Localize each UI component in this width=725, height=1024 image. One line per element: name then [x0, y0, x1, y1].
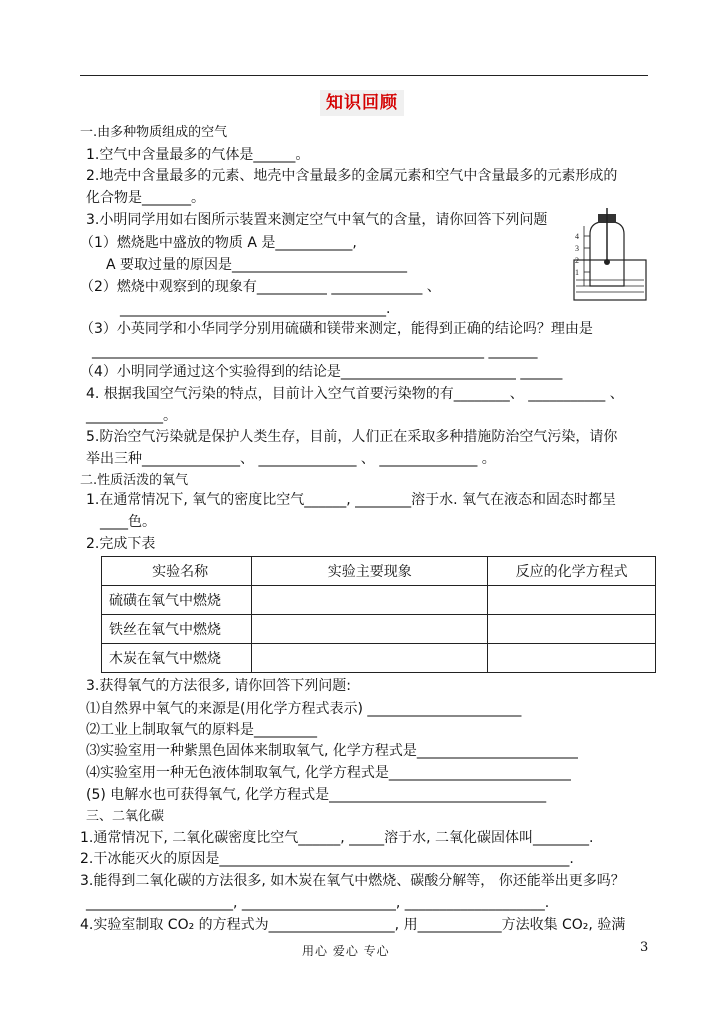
question-1-3-1: （1）燃烧匙中盛放的物质 A 是___________,: [80, 235, 357, 251]
figure-label: 1: [575, 268, 579, 277]
question-1-3-2-cont: ______________________________________.: [120, 301, 391, 317]
section-3-heading: 三、二氧化碳: [86, 809, 165, 824]
question-2-1: 1.在通常情况下, 氧气的密度比空气______, ________溶于水. 氧气在液态和固态时都呈: [86, 492, 617, 508]
figure-label: 2: [575, 256, 579, 265]
question-1-5: 5.防治空气污染就是保护人类生存，目前，人们正在采取多种措施防治空气污染，请你: [86, 429, 618, 445]
table-header-cell: 实验主要现象: [252, 557, 488, 586]
figure-label: 4: [575, 232, 579, 241]
question-1-3-2: （2）燃烧中观察到的现象有__________ _____________ 、: [80, 279, 441, 295]
table-cell-equation: [488, 615, 656, 644]
question-3-2: 2.干冰能灭火的原因是__________________________________________________.: [80, 851, 574, 867]
question-3-3-cont: _____________________, ______________________, ____________________.: [86, 895, 550, 911]
apparatus-figure: [572, 206, 648, 302]
section-2-heading: 二.性质活泼的氧气: [80, 473, 189, 488]
table-row: [102, 644, 656, 673]
question-2-3-1: ⑴自然界中氧气的来源是(用化学方程式表示) ______________________: [86, 701, 522, 717]
question-3-3: 3.能得到二氧化碳的方法很多, 如木炭在氧气中燃烧、碳酸分解等， 你还能举出更多吗？: [80, 873, 625, 889]
table-header-cell: 反应的化学方程式: [488, 557, 656, 586]
question-1-3-4: （4）小明同学通过这个实验得到的结论是_________________________ ______: [80, 364, 563, 380]
table-header-row: [102, 557, 656, 586]
question-2-3-4: ⑷实验室用一种无色液体制取氧气, 化学方程式是__________________________: [86, 765, 571, 781]
table-cell-phenomenon: [252, 644, 488, 673]
table-cell-equation: [488, 586, 656, 615]
question-3-4: 4.实验室制取 CO₂ 的方程式为__________________, 用____________方法收集 CO₂, 验满: [80, 917, 626, 933]
experiment-table: [101, 556, 656, 673]
question-1-4-cont: ___________。: [86, 408, 177, 424]
question-2-1-cont: ____色。: [100, 514, 156, 530]
question-1-3-3: （3）小英同学和小华同学分别用硫磺和镁带来测定，能得到正确的结论吗？理由是: [80, 321, 593, 337]
question-1-1: 1.空气中含量最多的气体是______。: [86, 147, 310, 163]
question-3-1: 1.通常情况下, 二氧化碳密度比空气______, _____溶于水, 二氧化碳固体叫________.: [80, 830, 594, 846]
question-2-3-3: ⑶实验室用一种紫黑色固体来制取氧气, 化学方程式是_______________________: [86, 743, 578, 759]
question-1-3-3-cont: ________________________________________________________ _______: [92, 343, 538, 359]
page-number: 3: [640, 940, 649, 955]
table-cell-phenomenon: [252, 586, 488, 615]
section-1-heading: 一.由多种物质组成的空气: [80, 125, 228, 140]
question-1-3: 3.小明同学用如右图所示装置来测定空气中氧气的含量，请你回答下列问题: [86, 212, 548, 228]
page-title: 知识回顾: [320, 90, 404, 116]
question-2-2: 2.完成下表: [86, 536, 156, 552]
table-cell-experiment: 硫磺在氧气中燃烧: [102, 586, 252, 615]
table-cell-phenomenon: [252, 615, 488, 644]
table-cell-equation: [488, 644, 656, 673]
question-1-2-cont: 化合物是_______。: [86, 190, 205, 206]
question-1-3-1-cont: A 要取过量的原因是_________________________: [106, 257, 408, 273]
question-1-4: 4. 根据我国空气污染的特点，目前计入空气首要污染物的有________、 ___________ 、: [86, 386, 624, 402]
table-row: [102, 586, 656, 615]
page-footer: 用心 爱心 专心: [302, 944, 390, 958]
table-cell-experiment: 铁丝在氧气中燃烧: [102, 615, 252, 644]
question-2-3: 3.获得氧气的方法很多, 请你回答下列问题:: [86, 678, 351, 694]
question-2-3-2: ⑵工业上制取氧气的原料是_________: [86, 722, 317, 738]
table-cell-experiment: 木炭在氧气中燃烧: [102, 644, 252, 673]
header-rule: [80, 75, 648, 76]
question-2-3-5: (5) 电解水也可获得氧气, 化学方程式是_______________________________: [86, 787, 547, 803]
question-1-2: 2.地壳中含量最多的元素、地壳中含量最多的金属元素和空气中含量最多的元素形成的: [86, 168, 618, 184]
table-header-cell: 实验名称: [102, 557, 252, 586]
figure-label: 3: [575, 244, 579, 253]
question-1-5-cont: 举出三种______________、 ______________ 、 ______________ 。: [86, 451, 496, 467]
table-row: [102, 615, 656, 644]
